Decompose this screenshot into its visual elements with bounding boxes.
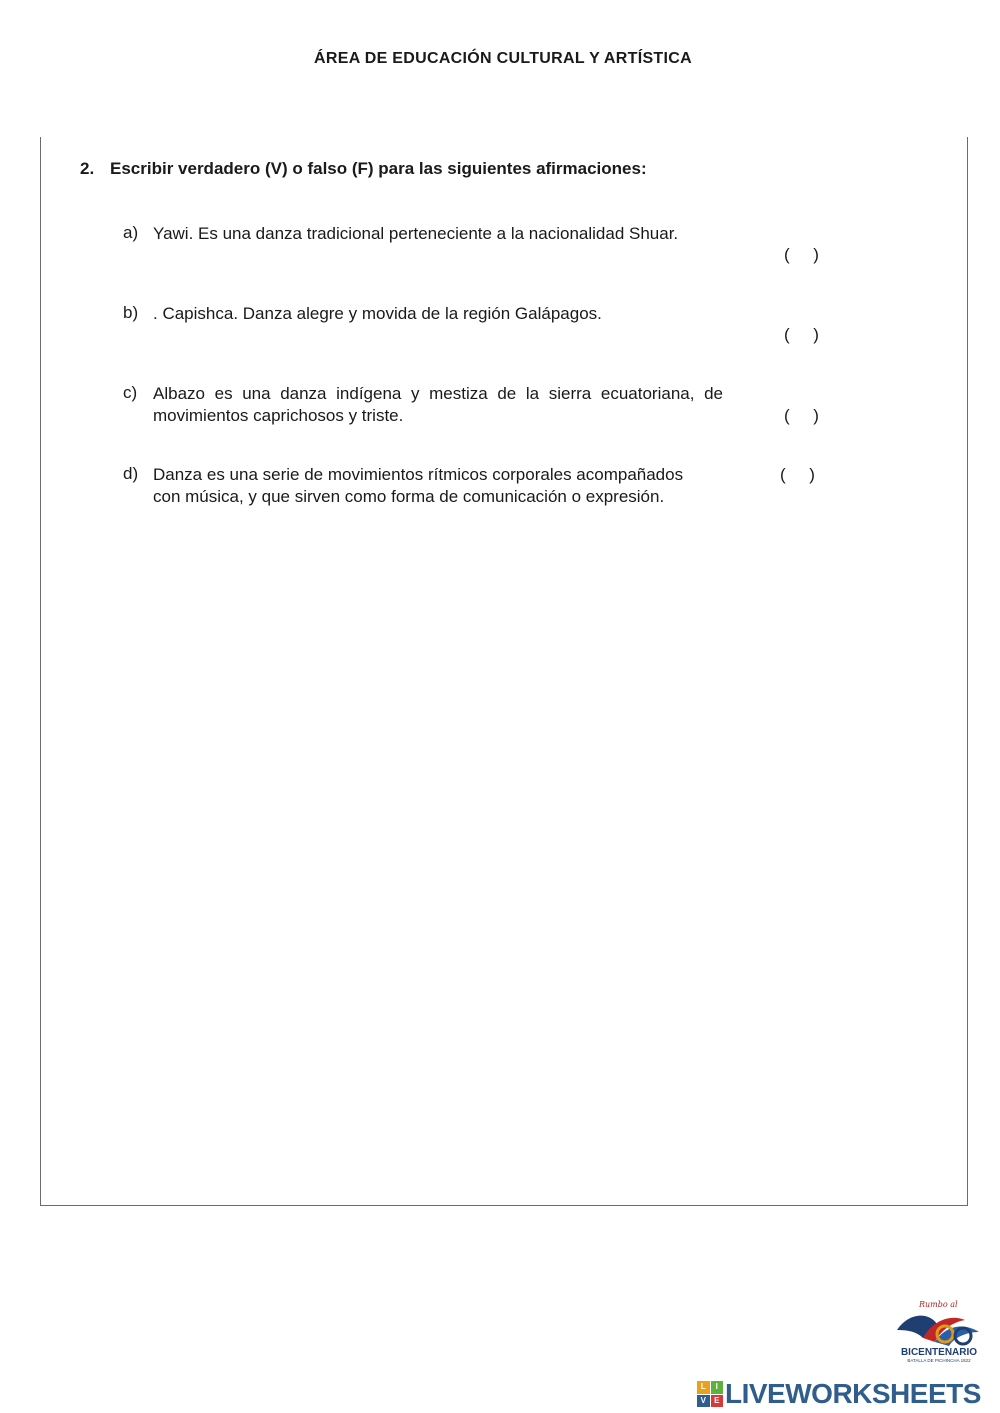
item-text-a: [153, 223, 678, 245]
item-letter-b: b): [123, 303, 139, 322]
icon-letter-l: L: [697, 1381, 710, 1394]
bicentenario-subtitle: BATALLA DE PICHINCHA 1822: [907, 1358, 971, 1363]
question-prompt: Escribir verdadero (V) o falso (F) para las siguientes afirmaciones:: [110, 159, 647, 178]
item-a-line-1: Yawi. Es una danza tradicional perteneciente a la nacionalidad Shuar.: [153, 224, 679, 243]
item-c-line-1: Albazo es una danza indígena y mestiza de la sierra ecuatoriana, de: [153, 384, 723, 403]
bicentenario-name: BICENTENARIO: [900, 1347, 978, 1358]
item-text-d: [153, 464, 683, 508]
item-letter-c: c): [123, 383, 138, 402]
liveworksheets-icon: [697, 1381, 723, 1407]
page-header-title: ÁREA DE EDUCACIÓN CULTURAL Y ARTÍSTICA: [314, 50, 692, 67]
icon-letter-i: I: [711, 1381, 724, 1394]
item-d-line-1: Danza es una serie de movimientos rítmicos corporales acompañados: [153, 465, 684, 484]
liveworksheets-logo: [697, 1378, 981, 1410]
icon-letter-e: E: [711, 1395, 724, 1408]
answer-blank-a[interactable]: ( ): [784, 245, 819, 264]
item-text-b: [153, 303, 602, 325]
item-d-line-2: con música, y que sirven como forma de comunicación o expresión.: [153, 487, 665, 506]
answer-blank-c[interactable]: ( ): [784, 406, 819, 425]
item-letter-d: d): [123, 464, 139, 483]
question-number: 2.: [80, 159, 95, 178]
item-text-c: [153, 383, 723, 427]
svg-text:Rumbo al: Rumbo al: [919, 1300, 958, 1309]
item-b-line-1: . Capishca. Danza alegre y movida de la región Galápagos.: [153, 304, 602, 323]
bicentenario-logo: [893, 1298, 985, 1366]
item-letter-a: a): [123, 223, 139, 242]
icon-letter-v: V: [697, 1395, 710, 1408]
answer-blank-b[interactable]: ( ): [784, 325, 819, 344]
item-c-line-2: movimientos caprichosos y triste.: [153, 406, 404, 425]
liveworksheets-wordmark: LIVEWORKSHEETS: [725, 1378, 981, 1409]
content-frame: [40, 137, 968, 1206]
answer-blank-d[interactable]: ( ): [780, 465, 815, 484]
